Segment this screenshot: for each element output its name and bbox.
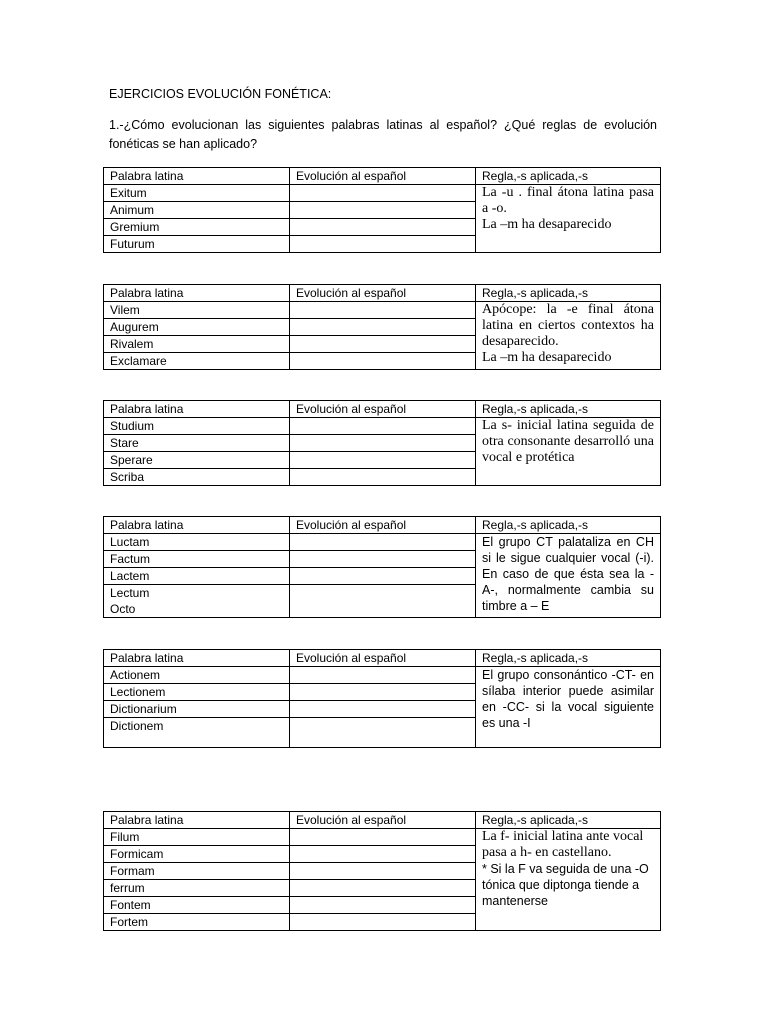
header-latin-word: Palabra latina [104,168,290,185]
exercise-table-6 [103,811,661,931]
latin-word: Actionem [104,667,290,684]
latin-word: Luctam [104,534,290,551]
evolution-answer-cell[interactable] [290,302,476,319]
rule-text: El grupo consonántico -CT- en sílaba interior puede asimilar en -CC- si la vocal siguiente es una -I [482,668,654,730]
latin-word: Scriba [104,469,290,486]
evolution-answer-cell[interactable] [290,880,476,897]
evolution-answer-cell[interactable] [290,863,476,880]
latin-word-line: Octo [110,602,136,616]
latin-word: Augurem [104,319,290,336]
evolution-answer-cell[interactable] [290,435,476,452]
rule-text: El grupo CT palataliza en CH si le sigue cualquier vocal (-i). En caso de que ésta sea la -A-, normalmente cambia su timbre a – E [482,535,654,613]
rule-cell [476,667,661,748]
header-rules-applied: Regla,-s aplicada,-s [476,650,661,667]
header-rules-applied: Regla,-s aplicada,-s [476,812,661,829]
latin-word-line: Lectum [110,586,150,600]
header-rules-applied: Regla,-s aplicada,-s [476,285,661,302]
rule-cell [476,418,661,486]
latin-word: Animum [104,202,290,219]
latin-word: Exitum [104,185,290,202]
evolution-answer-cell[interactable] [290,701,476,718]
header-spanish-evolution: Evolución al español [290,285,476,302]
rule-cell [476,829,661,931]
latin-word: Lectionem [104,684,290,701]
latin-word: Formicam [104,846,290,863]
latin-word: Stare [104,435,290,452]
latin-word: Gremium [104,219,290,236]
latin-word: Dictionem [104,718,290,748]
latin-word: Studium [104,418,290,435]
rule-text: La –m ha desaparecido [482,217,612,232]
evolution-answer-cell[interactable] [290,667,476,684]
evolution-answer-cell[interactable] [290,568,476,585]
page-heading: EJERCICIOS EVOLUCIÓN FONÉTICA: [109,87,332,101]
latin-word: Fortem [104,914,290,931]
evolution-answer-cell[interactable] [290,846,476,863]
header-spanish-evolution: Evolución al español [290,401,476,418]
rule-text: La s- inicial latina seguida de otra consonante desarrolló una vocal e protética [482,418,654,465]
latin-word: ferrum [104,880,290,897]
rule-text: * Si la F va seguida de una -O tónica que diptonga tiende a mantenerse [482,862,649,908]
evolution-answer-cell[interactable] [290,219,476,236]
header-spanish-evolution: Evolución al español [290,168,476,185]
latin-word: Factum [104,551,290,568]
latin-word: Lactem [104,568,290,585]
evolution-answer-cell[interactable] [290,418,476,435]
rule-text: La -u . final átona latina pasa a -o. [482,185,654,216]
rule-text: Apócope: la -e final átona latina en ciertos contextos ha desaparecido. [482,302,654,349]
latin-word: Fontem [104,897,290,914]
exercise-question: 1.-¿Cómo evolucionan las siguientes palabras latinas al español? ¿Qué reglas de evolución fonéticas se han aplicado? [109,118,657,151]
header-latin-word: Palabra latina [104,812,290,829]
latin-word: Formam [104,863,290,880]
evolution-answer-cell[interactable] [290,452,476,469]
evolution-answer-cell[interactable] [290,534,476,551]
latin-word: Sperare [104,452,290,469]
evolution-answer-cell[interactable] [290,585,476,618]
evolution-answer-cell[interactable] [290,684,476,701]
evolution-answer-cell[interactable] [290,914,476,931]
latin-word: Dictionarium [104,701,290,718]
header-latin-word: Palabra latina [104,401,290,418]
latin-word [104,585,290,618]
header-latin-word: Palabra latina [104,285,290,302]
evolution-answer-cell[interactable] [290,829,476,846]
exercise-table-1 [103,167,661,253]
evolution-answer-cell[interactable] [290,353,476,370]
rule-cell [476,302,661,370]
latin-word: Rivalem [104,336,290,353]
rule-text: La –m ha desaparecido [482,350,612,365]
evolution-answer-cell[interactable] [290,469,476,486]
exercise-table-4 [103,516,661,618]
header-latin-word: Palabra latina [104,650,290,667]
rule-text: La f- inicial latina ante vocal pasa a h- en castellano. [482,829,644,860]
latin-word: Futurum [104,236,290,253]
header-spanish-evolution: Evolución al español [290,517,476,534]
header-spanish-evolution: Evolución al español [290,650,476,667]
header-latin-word: Palabra latina [104,517,290,534]
latin-word: Exclamare [104,353,290,370]
exercise-table-5 [103,649,661,748]
rule-cell [476,534,661,618]
exercise-table-3 [103,400,661,486]
header-rules-applied: Regla,-s aplicada,-s [476,401,661,418]
evolution-answer-cell[interactable] [290,185,476,202]
latin-word: Vilem [104,302,290,319]
latin-word: Filum [104,829,290,846]
evolution-answer-cell[interactable] [290,319,476,336]
evolution-answer-cell[interactable] [290,202,476,219]
header-rules-applied: Regla,-s aplicada,-s [476,517,661,534]
header-spanish-evolution: Evolución al español [290,812,476,829]
evolution-answer-cell[interactable] [290,897,476,914]
exercise-table-2 [103,284,661,370]
evolution-answer-cell[interactable] [290,236,476,253]
evolution-answer-cell[interactable] [290,336,476,353]
evolution-answer-cell[interactable] [290,551,476,568]
header-rules-applied: Regla,-s aplicada,-s [476,168,661,185]
rule-cell [476,185,661,253]
evolution-answer-cell[interactable] [290,718,476,748]
